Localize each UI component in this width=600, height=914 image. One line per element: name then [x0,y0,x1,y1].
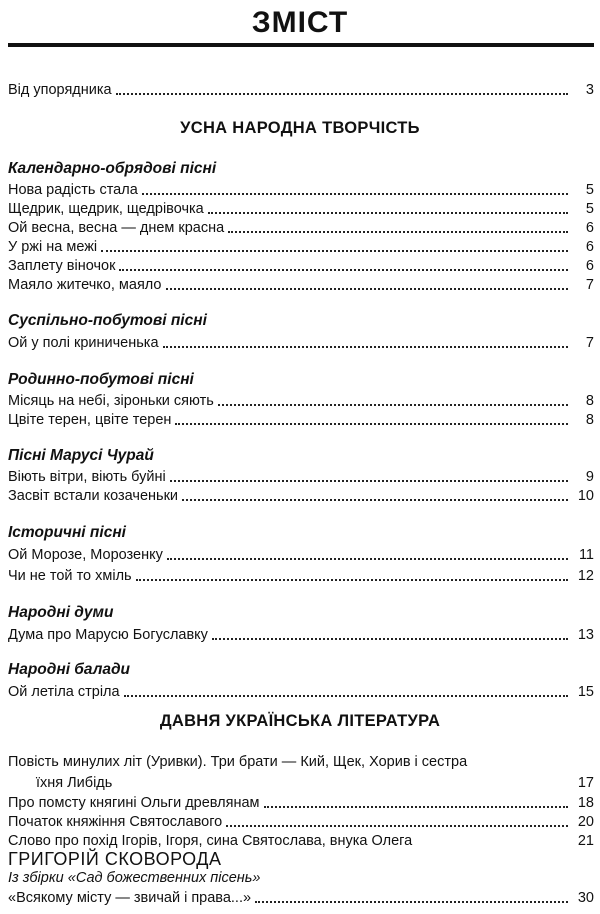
author-heading: ГРИГОРІЙ СКОВОРОДА [8,849,222,869]
entry-page: 17 [577,775,594,791]
entry-page: 6 [585,220,594,236]
entry-page: 7 [585,277,594,293]
entry-title: Ой у полі криниченька [8,335,159,351]
dot-leader [119,269,568,271]
dot-leader [226,825,568,827]
entry-page: 15 [577,684,594,700]
entry-title: Слово про похід Ігорів, Ігоря, сина Святослава, внука Олега [8,833,413,849]
toc-entry[interactable] [8,332,594,352]
group-heading: Суспільно-побутові пісні [8,312,207,329]
dot-leader [264,806,568,808]
toc-entry[interactable] [8,217,594,237]
toc-entry[interactable] [8,255,594,275]
entry-page: 6 [585,239,594,255]
entry-title: Від упорядника [8,82,112,98]
entry-title: їхня Либідь [36,775,113,791]
entry-title: Ой Морозе, Морозенку [8,547,163,563]
toc-entry[interactable] [8,179,594,199]
entry-page: 5 [585,182,594,198]
entry-page: 6 [585,258,594,274]
entry-page: 5 [585,201,594,217]
dot-leader [124,695,568,697]
dot-leader [416,844,568,846]
section-heading-old-literature: ДАВНЯ УКРАЇНСЬКА ЛІТЕРАТУРА [159,712,441,730]
collection-heading: Із збірки «Сад божественних пісень» [8,870,261,886]
title-divider [8,43,594,47]
entry-title: «Всякому місту — звичай і права...» [8,890,252,906]
entry-title: Нова радість стала [8,182,138,198]
toc-entry[interactable] [8,887,594,907]
entry-page: 12 [577,568,594,584]
toc-entry[interactable] [8,681,594,701]
toc-entry[interactable] [8,811,594,831]
entry-title: Маяло житечко, маяло [8,277,162,293]
toc-entry-intro[interactable] [8,79,594,99]
dot-leader [166,288,569,290]
entry-title: Цвіте терен, цвіте терен [8,412,172,428]
entry-title: Дума про Марусю Богуславку [8,627,208,643]
dot-leader [212,638,568,640]
entry-title: Заплету віночок [8,258,116,274]
entry-page: 30 [577,890,594,906]
entry-title: Про помсту княгині Ольги древлянам [8,795,260,811]
toc-entry[interactable] [8,198,594,218]
dot-leader [228,231,568,233]
entry-title: Ой весна, весна — днем красна [8,220,225,236]
dot-leader [136,579,568,581]
entry-title: Початок княжіння Святославого [8,814,223,830]
entry-title: У ржі на межі [8,239,98,255]
entry-page: 8 [585,412,594,428]
entry-page: 8 [585,393,594,409]
dot-leader [142,193,568,195]
toc-entry-multiline-first[interactable]: Повість минулих літ (Уривки). Три брати — Кий, Щек, Хорив і сестра [8,754,468,770]
entry-page: 10 [577,488,594,504]
toc-entry[interactable] [8,274,594,294]
toc-entry[interactable] [8,624,594,644]
toc-entry[interactable] [8,466,594,486]
toc-entry[interactable] [8,236,594,256]
toc-entry[interactable] [8,830,594,850]
entry-title: Віють вітри, віють буйні [8,469,166,485]
toc-entry[interactable] [8,792,594,812]
dot-leader [182,499,568,501]
toc-entry[interactable] [8,565,594,585]
dot-leader [218,404,568,406]
entry-page: 13 [577,627,594,643]
entry-title: Місяць на небі, зіроньки сяють [8,393,214,409]
entry-page: 18 [577,795,594,811]
dot-leader [170,480,568,482]
entry-page: 11 [578,547,594,563]
entry-page: 9 [585,469,594,485]
toc-entry[interactable] [8,485,594,505]
section-heading-folk: УСНА НАРОДНА ТВОРЧІСТЬ [180,119,420,137]
entry-page: 7 [585,335,594,351]
entry-title: Щедрик, щедрик, щедрівочка [8,201,204,217]
dot-leader [255,901,568,903]
entry-title: Ой летіла стріла [8,684,120,700]
toc-entry-multiline-continuation[interactable] [36,772,594,792]
dot-leader [101,250,568,252]
dot-leader [175,423,568,425]
group-heading: Народні думи [8,604,114,621]
toc-entry[interactable] [8,409,594,429]
group-heading: Пісні Марусі Чурай [8,447,154,464]
entry-title: Засвіт встали козаченьки [8,488,179,504]
dot-leader [116,786,568,788]
entry-page: 20 [577,814,594,830]
entry-page: 21 [577,833,594,849]
group-heading: Родинно-побутові пісні [8,371,194,388]
dot-leader [163,346,568,348]
toc-entry[interactable] [8,390,594,410]
dot-leader [116,93,568,95]
group-heading: Народні балади [8,661,131,678]
entry-title: Чи не той то хміль [8,568,132,584]
dot-leader [167,558,568,560]
entry-page: 3 [585,82,594,98]
dot-leader [208,212,568,214]
page-title: ЗМІСТ [251,6,349,39]
group-heading: Календарно-обрядові пісні [8,160,217,177]
toc-entry[interactable] [8,544,594,564]
group-heading: Історичні пісні [8,524,126,541]
